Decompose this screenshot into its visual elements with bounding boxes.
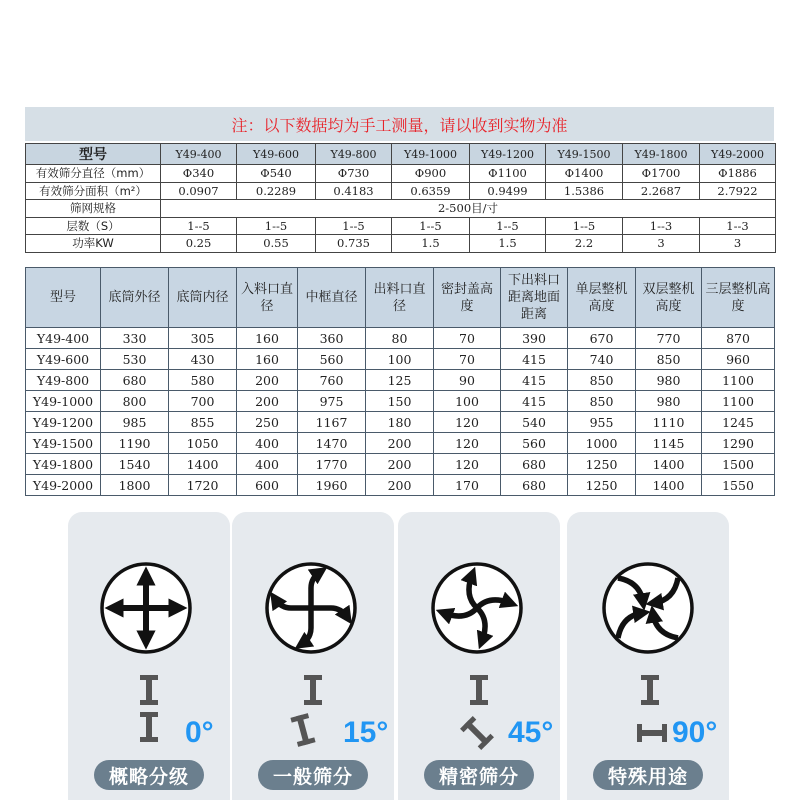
table-cell: 360 bbox=[298, 328, 366, 349]
spec-table bbox=[25, 143, 776, 253]
table-cell: Y49-1200 bbox=[26, 412, 101, 433]
spec-row bbox=[26, 165, 776, 183]
dimension-header-cell: 双层整机高度 bbox=[636, 268, 702, 328]
table-cell: 540 bbox=[501, 412, 568, 433]
table-cell: 1500 bbox=[702, 454, 775, 475]
table-cell: 955 bbox=[568, 412, 636, 433]
table-cell: 680 bbox=[101, 370, 169, 391]
spec-cell: 0.6359 bbox=[392, 182, 470, 200]
table-cell: 200 bbox=[237, 370, 298, 391]
table-cell: 850 bbox=[568, 370, 636, 391]
table-cell: 680 bbox=[501, 475, 568, 496]
dimension-header-cell: 单层整机高度 bbox=[568, 268, 636, 328]
table-cell: 305 bbox=[169, 328, 237, 349]
spec-row-label: 筛网规格 bbox=[26, 200, 161, 218]
table-cell: 120 bbox=[434, 412, 501, 433]
spec-cell: 0.25 bbox=[161, 235, 237, 253]
table-cell: 400 bbox=[237, 454, 298, 475]
spec-cell: 1--5 bbox=[161, 217, 237, 235]
table-cell: 700 bbox=[169, 391, 237, 412]
table-cell: 120 bbox=[434, 454, 501, 475]
table-row bbox=[26, 412, 775, 433]
spec-cell: 1--3 bbox=[700, 217, 776, 235]
table-cell: 985 bbox=[101, 412, 169, 433]
table-cell: 870 bbox=[702, 328, 775, 349]
spec-row bbox=[26, 235, 776, 253]
spec-cell: 0.0907 bbox=[161, 182, 237, 200]
table-cell: 1245 bbox=[702, 412, 775, 433]
card-general-screening bbox=[232, 512, 394, 800]
table-cell: Y49-1000 bbox=[26, 391, 101, 412]
angle-label-45: 45° bbox=[508, 716, 554, 749]
table-cell: Y49-600 bbox=[26, 349, 101, 370]
card-precision-screening bbox=[398, 512, 560, 800]
table-row bbox=[26, 349, 775, 370]
table-cell: Y49-2000 bbox=[26, 475, 101, 496]
spec-row-label: 型号 bbox=[26, 144, 161, 165]
table-cell: 415 bbox=[501, 391, 568, 412]
table-cell: 1167 bbox=[298, 412, 366, 433]
table-cell: 160 bbox=[237, 349, 298, 370]
table-cell: Y49-800 bbox=[26, 370, 101, 391]
table-cell: 975 bbox=[298, 391, 366, 412]
table-cell: 1960 bbox=[298, 475, 366, 496]
dimension-table-header bbox=[26, 268, 775, 328]
table-cell: 740 bbox=[568, 349, 636, 370]
table-row bbox=[26, 328, 775, 349]
card-label-special-use: 特殊用途 bbox=[593, 760, 703, 790]
table-cell: 1050 bbox=[169, 433, 237, 454]
table-cell: 800 bbox=[101, 391, 169, 412]
table-cell: 600 bbox=[237, 475, 298, 496]
table-cell: 850 bbox=[568, 391, 636, 412]
spec-cell: 1--5 bbox=[237, 217, 316, 235]
table-cell: 160 bbox=[237, 328, 298, 349]
card-label-general-screening: 一般筛分 bbox=[258, 760, 368, 790]
table-row bbox=[26, 475, 775, 496]
table-cell: 770 bbox=[636, 328, 702, 349]
spec-cell: 0.9499 bbox=[470, 182, 546, 200]
table-cell: 1470 bbox=[298, 433, 366, 454]
table-cell: 200 bbox=[237, 391, 298, 412]
table-cell: 390 bbox=[501, 328, 568, 349]
spec-row-label: 层数（S） bbox=[26, 217, 161, 235]
table-cell: 180 bbox=[366, 412, 434, 433]
table-cell: 1770 bbox=[298, 454, 366, 475]
card-special-use bbox=[567, 512, 729, 800]
spec-cell: 1--5 bbox=[546, 217, 623, 235]
spec-cell: 2-500目/寸 bbox=[161, 200, 776, 218]
spec-cell: 1.5 bbox=[470, 235, 546, 253]
table-cell: 1540 bbox=[101, 454, 169, 475]
spec-cell: Y49-1500 bbox=[546, 144, 623, 165]
spec-cell: Y49-600 bbox=[237, 144, 316, 165]
notice-banner: 注：以下数据均为手工测量，请以收到实物为准 bbox=[25, 107, 774, 141]
table-cell: 170 bbox=[434, 475, 501, 496]
table-cell: 530 bbox=[101, 349, 169, 370]
table-cell: 1100 bbox=[702, 391, 775, 412]
table-cell: 415 bbox=[501, 370, 568, 391]
angle-label-0: 0° bbox=[185, 716, 214, 749]
table-cell: 150 bbox=[366, 391, 434, 412]
spec-row bbox=[26, 144, 776, 165]
table-cell: 90 bbox=[434, 370, 501, 391]
dimension-header-cell: 密封盖高度 bbox=[434, 268, 501, 328]
table-cell: 960 bbox=[702, 349, 775, 370]
angle-label-15: 15° bbox=[343, 716, 389, 749]
spec-cell: Y49-1800 bbox=[623, 144, 700, 165]
spec-cell: Y49-2000 bbox=[700, 144, 776, 165]
table-cell: 70 bbox=[434, 328, 501, 349]
table-row bbox=[26, 370, 775, 391]
angle-label-90: 90° bbox=[672, 716, 718, 749]
dimension-header-cell: 底筒内径 bbox=[169, 268, 237, 328]
table-cell: 1000 bbox=[568, 433, 636, 454]
spec-cell: Y49-1200 bbox=[470, 144, 546, 165]
spec-cell: 2.2687 bbox=[623, 182, 700, 200]
spec-cell: 1--5 bbox=[316, 217, 392, 235]
table-cell: Y49-1800 bbox=[26, 454, 101, 475]
table-cell: 1290 bbox=[702, 433, 775, 454]
spec-cell: Φ1700 bbox=[623, 165, 700, 183]
spec-cell: Φ900 bbox=[392, 165, 470, 183]
table-cell: 1400 bbox=[636, 454, 702, 475]
table-cell: Y49-1500 bbox=[26, 433, 101, 454]
table-cell: 680 bbox=[501, 454, 568, 475]
dimension-header-cell: 型号 bbox=[26, 268, 101, 328]
table-row bbox=[26, 433, 775, 454]
table-cell: 980 bbox=[636, 391, 702, 412]
spec-cell: 2.7922 bbox=[700, 182, 776, 200]
table-cell: Y49-400 bbox=[26, 328, 101, 349]
spec-cell: 0.55 bbox=[237, 235, 316, 253]
table-cell: 1550 bbox=[702, 475, 775, 496]
table-cell: 1720 bbox=[169, 475, 237, 496]
table-cell: 1250 bbox=[568, 475, 636, 496]
table-cell: 415 bbox=[501, 349, 568, 370]
spec-row bbox=[26, 217, 776, 235]
table-cell: 580 bbox=[169, 370, 237, 391]
table-cell: 1145 bbox=[636, 433, 702, 454]
dimension-header-cell: 底筒外径 bbox=[101, 268, 169, 328]
spec-row bbox=[26, 182, 776, 200]
spec-cell: 0.735 bbox=[316, 235, 392, 253]
spec-cell: 3 bbox=[623, 235, 700, 253]
table-cell: 125 bbox=[366, 370, 434, 391]
table-cell: 120 bbox=[434, 433, 501, 454]
card-label-precision-screening: 精密筛分 bbox=[424, 760, 534, 790]
spec-cell: Y49-800 bbox=[316, 144, 392, 165]
dimension-header-cell: 入料口直径 bbox=[237, 268, 298, 328]
spec-row-label: 有效筛分直径（mm） bbox=[26, 165, 161, 183]
spec-cell: 1--5 bbox=[470, 217, 546, 235]
spec-cell: Φ1100 bbox=[470, 165, 546, 183]
dimension-header-cell: 三层整机高度 bbox=[702, 268, 775, 328]
table-cell: 855 bbox=[169, 412, 237, 433]
table-cell: 850 bbox=[636, 349, 702, 370]
table-cell: 1110 bbox=[636, 412, 702, 433]
spec-cell: 1.5386 bbox=[546, 182, 623, 200]
table-cell: 400 bbox=[237, 433, 298, 454]
table-cell: 560 bbox=[501, 433, 568, 454]
spec-cell: 2.2 bbox=[546, 235, 623, 253]
table-cell: 1800 bbox=[101, 475, 169, 496]
table-cell: 1400 bbox=[636, 475, 702, 496]
table-cell: 330 bbox=[101, 328, 169, 349]
dimension-header-cell: 出料口直径 bbox=[366, 268, 434, 328]
table-cell: 200 bbox=[366, 433, 434, 454]
spec-row-label: 有效筛分面积（m²） bbox=[26, 182, 161, 200]
spec-cell: 1.5 bbox=[392, 235, 470, 253]
card-label-coarse-grading: 概略分级 bbox=[94, 760, 204, 790]
table-cell: 560 bbox=[298, 349, 366, 370]
spec-cell: Φ730 bbox=[316, 165, 392, 183]
table-cell: 430 bbox=[169, 349, 237, 370]
dimension-header-cell: 中框直径 bbox=[298, 268, 366, 328]
table-cell: 980 bbox=[636, 370, 702, 391]
table-cell: 70 bbox=[434, 349, 501, 370]
spec-cell: Φ540 bbox=[237, 165, 316, 183]
table-cell: 80 bbox=[366, 328, 434, 349]
table-cell: 100 bbox=[434, 391, 501, 412]
table-cell: 1250 bbox=[568, 454, 636, 475]
spec-cell: 3 bbox=[700, 235, 776, 253]
table-cell: 200 bbox=[366, 475, 434, 496]
dimension-table bbox=[25, 267, 775, 496]
table-cell: 760 bbox=[298, 370, 366, 391]
spec-cell: Y49-1000 bbox=[392, 144, 470, 165]
spec-cell: Y49-400 bbox=[161, 144, 237, 165]
table-row bbox=[26, 391, 775, 412]
table-cell: 100 bbox=[366, 349, 434, 370]
table-cell: 200 bbox=[366, 454, 434, 475]
dimension-header-cell: 下出料口距离地面距离 bbox=[501, 268, 568, 328]
spec-cell: 0.4183 bbox=[316, 182, 392, 200]
spec-cell: Φ340 bbox=[161, 165, 237, 183]
table-cell: 1400 bbox=[169, 454, 237, 475]
table-row bbox=[26, 454, 775, 475]
card-coarse-grading bbox=[68, 512, 230, 800]
table-cell: 1190 bbox=[101, 433, 169, 454]
spec-row-label: 功率KW bbox=[26, 235, 161, 253]
spec-cell: 1--5 bbox=[392, 217, 470, 235]
spec-cell: 1--3 bbox=[623, 217, 700, 235]
spec-cell: Φ1400 bbox=[546, 165, 623, 183]
spec-cell: 0.2289 bbox=[237, 182, 316, 200]
spec-row bbox=[26, 200, 776, 218]
table-cell: 670 bbox=[568, 328, 636, 349]
table-cell: 250 bbox=[237, 412, 298, 433]
table-cell: 1100 bbox=[702, 370, 775, 391]
spec-cell: Φ1886 bbox=[700, 165, 776, 183]
